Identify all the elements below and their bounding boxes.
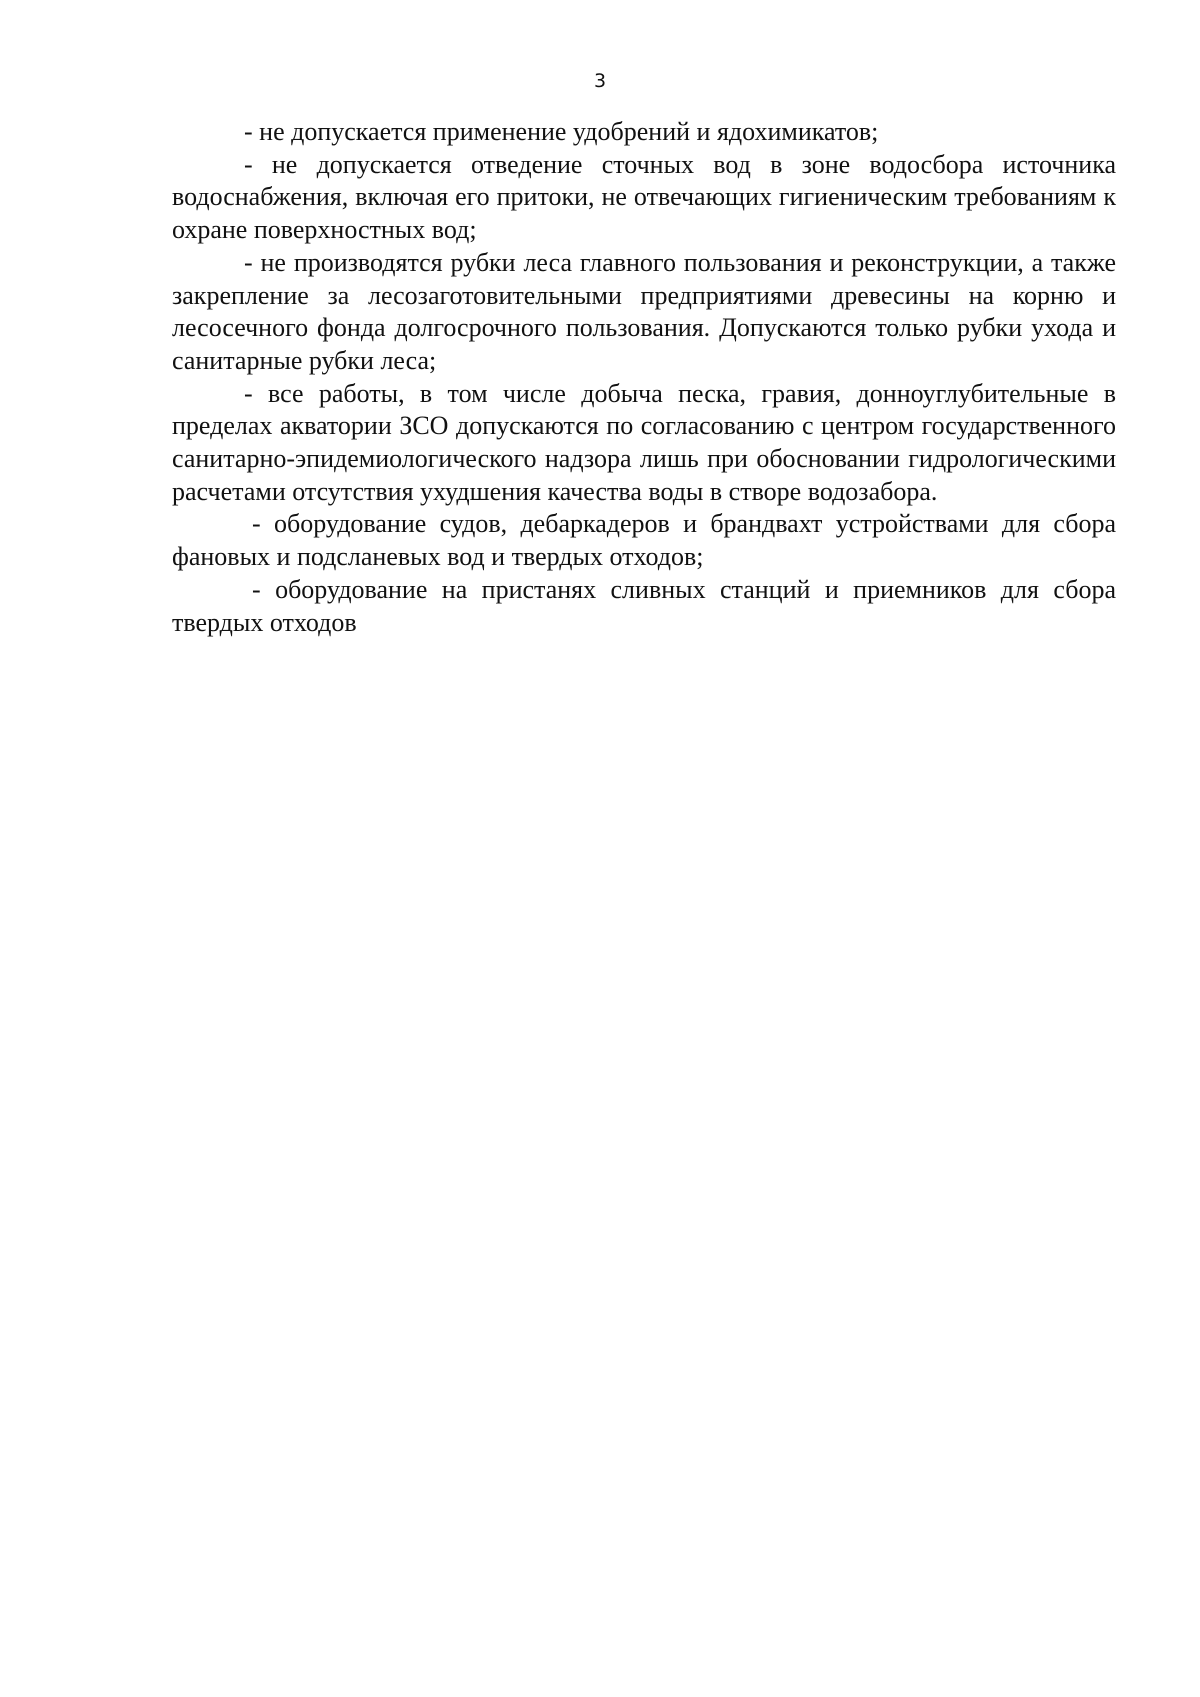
paragraph-wastewater: - не допускается отведение сточных вод в зоне водосбора источника водоснабжения, включая его притоки, не отвечающих гигиеническим требованиям к охране поверхностных вод; (172, 149, 1116, 245)
page-number: 3 (593, 70, 607, 92)
paragraph-works: - все работы, в том числе добыча песка, гравия, донноуглубительные в пределах акватории ЗСО допускаются по согласованию с центром государственного санитарно-эпидемиологического надзора лишь при обосновании гидрологическими расчетами отсутствия ухудшения качества воды в створе водозабора. (172, 378, 1116, 506)
paragraph-vessels: - оборудование судов, дебаркадеров и брандвахт устройствами для сбора фановых и подсланевых вод и твердых отходов; (172, 509, 1116, 572)
paragraph-piers: - оборудование на пристанях сливных станций и приемников для сбора твердых отходов (172, 574, 1116, 637)
paragraph-logging: - не производятся рубки леса главного пользования и реконструкции, а также закрепление за лесозаготовительными предприятиями древесины на корню и лесосечного фонда долгосрочного пользования. Допускаются только рубки ухода и санитарные рубки леса; (172, 247, 1116, 375)
paragraph-fertilizers: - не допускается применение удобрений и ядохимикатов; (244, 117, 879, 146)
document-body (172, 116, 1116, 639)
